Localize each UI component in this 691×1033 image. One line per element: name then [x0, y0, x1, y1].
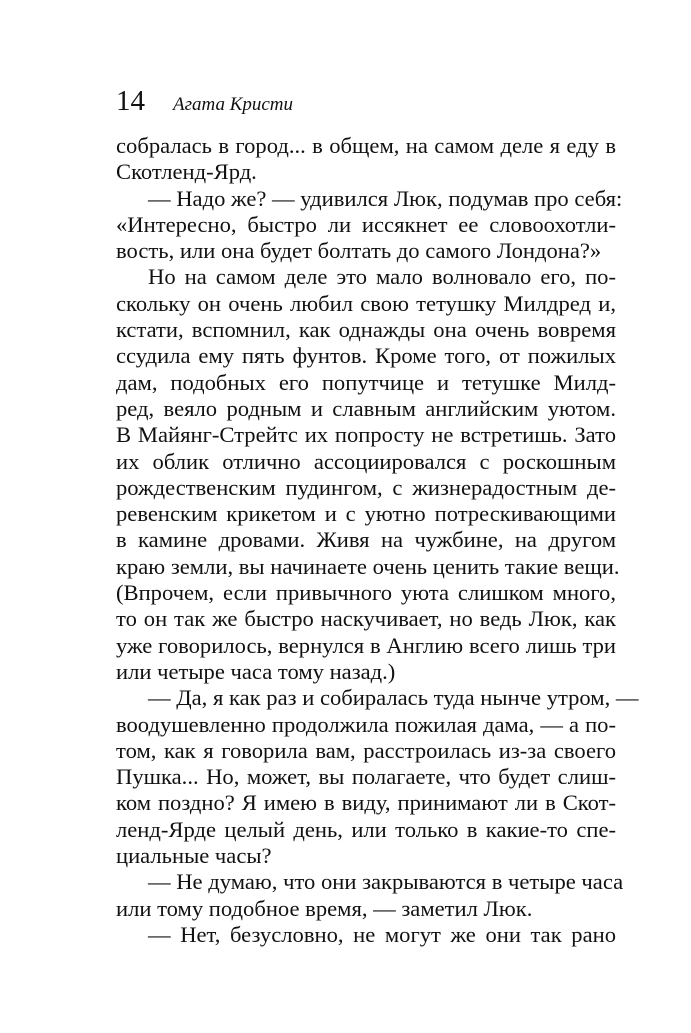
text-line: — Нет, безусловно, не могут же они так рано [148, 921, 616, 947]
running-title: Агата Кристи [173, 94, 293, 115]
page-header [116, 84, 293, 118]
text-line: ред, веяло родным и славным английским уютом. [116, 395, 616, 421]
text-line: «Интересно, быстро ли иссякнет ее словоохотли- [116, 211, 616, 237]
text-line: — Да, я как раз и собиралась туда нынче утром, — [148, 685, 639, 711]
text-line: (Впрочем, если привычного уюта слишком много, [116, 580, 616, 606]
text-line: — Надо же? — удивился Люк, подумав про себя: [148, 185, 623, 211]
text-line: ссудила ему пять фунтов. Кроме того, от пожилых [116, 343, 616, 369]
text-line: собралась в город... в общем, на самом деле я еду в [116, 133, 616, 158]
text-line: ревенским крикетом и с уютно потрескивающими [116, 501, 616, 527]
text-line: уже говорилось, вернулся в Англию всего лишь три [116, 632, 616, 658]
text-line: воодушевленно продолжила пожилая дама, — а по- [116, 711, 616, 737]
text-line: то он так же быстро наскучивает, но ведь Люк, как [116, 606, 616, 632]
text-line: Но на самом деле это мало волновало его, по- [148, 264, 616, 290]
text-line: В Майянг-Стрейтс их попросту не встретишь. Зато [116, 422, 616, 448]
text-line: краю земли, вы начинаете очень ценить такие вещи. [116, 553, 620, 579]
text-line: Пушка... Но, может, вы полагаете, что будет слиш- [116, 764, 616, 790]
text-line: рождественским пудингом, с жизнерадостным де- [116, 474, 616, 500]
text-line: скольку он очень любил свою тетушку Милдред и, [116, 290, 616, 316]
text-line: ленд-Ярде целый день, или только в какие-то спе- [116, 816, 616, 842]
text-line: или тому подобное время, — заметил Люк. [116, 895, 533, 921]
text-line: дам, подобных его попутчице и тетушке Милд- [116, 369, 616, 395]
text-line: вость, или она будет болтать до самого Лондона?» [116, 238, 602, 264]
text-line: том, как я говорила вам, расстроилась из-за своего [116, 737, 616, 763]
text-line: — Не думаю, что они закрываются в четыре часа [148, 869, 624, 895]
text-line: циальные часы? [116, 843, 272, 869]
page-number: 14 [116, 85, 145, 117]
body-text [116, 133, 639, 948]
text-line: или четыре часа тому назад.) [116, 658, 396, 684]
text-line: Скотленд-Ярд. [116, 159, 257, 185]
text-line: кстати, вспомнил, как однажды она очень вовремя [116, 317, 616, 343]
text-line: в камине дровами. Живя на чужбине, на другом [116, 527, 616, 553]
text-line: ком поздно? Я имею в виду, принимают ли в Скот- [116, 790, 616, 816]
text-line: их облик отлично ассоциировался с роскошным [116, 448, 616, 474]
